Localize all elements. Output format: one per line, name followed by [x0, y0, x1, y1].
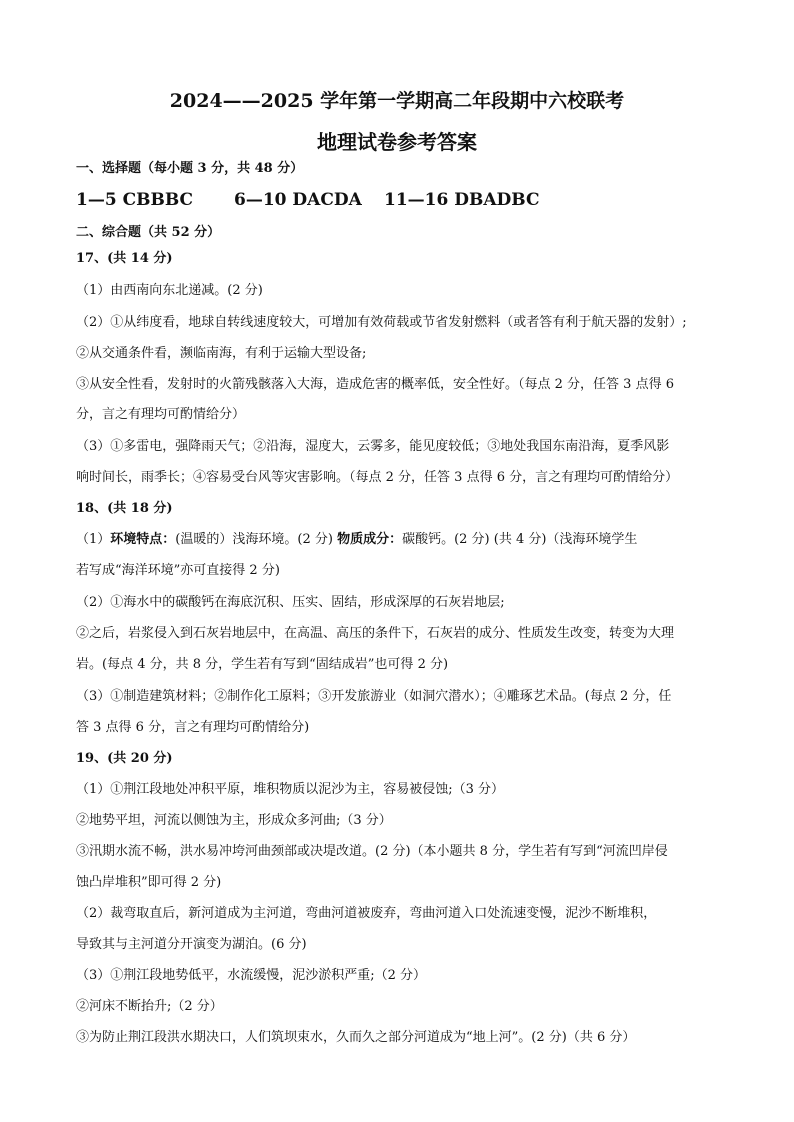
q18-part1-line1 — [76, 531, 726, 548]
section-comprehensive-header: 二、综合题（共 52 分） — [76, 225, 221, 240]
section-choice-header: 一、选择题（每小题 3 分，共 48 分） — [76, 161, 304, 176]
q18-part1-line2: 若写成“海洋环境”亦可直接得 2 分) — [76, 563, 280, 578]
q18-env-label: 环境特点： — [110, 532, 176, 547]
q18-material-label: 物质成分： — [337, 532, 403, 547]
q19-part2-line1: （2）裁弯取直后，新河道成为主河道，弯曲河道被废弃，弯曲河道入口处流速变慢，泥沙不断堆积， — [76, 906, 657, 921]
answers-11-16: 11—16 DBADBC — [384, 190, 540, 210]
q19-part2-line2: 导致其与主河道分开演变为湖泊。(6 分) — [76, 937, 307, 952]
page-title: 2024——2025 学年第一学期高二年段期中六校联考 — [169, 90, 625, 112]
q18-header: 18、(共 18 分) — [76, 501, 173, 516]
q17-part2-line2: ②从交通条件看，濒临南海，有利于运输大型设备; — [76, 346, 367, 361]
q19-part1-line4: 蚀凸岸堆积”即可得 2 分) — [76, 875, 222, 890]
q18-part2-line2: ②之后，岩浆侵入到石灰岩地层中，在高温、高压的条件下，石灰岩的成分、性质发生改变，转变为大理 — [76, 626, 675, 641]
q19-part3-line3: ③为防止荆江段洪水期决口，人们筑坝束水，久而久之部分河道成为“地上河”。(2 分)（共 6 分） — [76, 1030, 636, 1045]
q17-part3-line2: 响时间长，雨季长；④容易受台风等灾害影响。（每点 2 分，任答 3 点得 6 分，言之有理均可酌情给分） — [76, 470, 679, 485]
q18-part1-prefix: （1） — [76, 532, 111, 547]
q18-material-text: 碳酸钙。(2 分) (共 4 分)（浅海环境学生 — [402, 532, 638, 547]
q17-header: 17、(共 14 分) — [76, 251, 173, 266]
q17-part2-line1: （2）①从纬度看，地球自转线速度较大，可增加有效荷载或节省发射燃料（或者答有利于航天器的发射）; — [76, 315, 687, 330]
page-subtitle: 地理试卷参考答案 — [317, 130, 477, 154]
q19-part1-line1: （1）①荆江段地处冲积平原，堆积物质以泥沙为主，容易被侵蚀;（3 分） — [76, 782, 505, 797]
q17-part2-line3: ③从安全性看，发射时的火箭残骸落入大海，造成危害的概率低，安全性好。（每点 2 分，任答 3 点得 6 — [76, 377, 674, 392]
q19-part1-line3: ③汛期水流不畅，洪水易冲垮河曲颈部或决堤改道。(2 分)（本小题共 8 分，学生若有写到“河流凹岸侵 — [76, 844, 668, 859]
q18-part2-line3: 岩。(每点 4 分，共 8 分，学生若有写到“固结成岩”也可得 2 分) — [76, 657, 449, 672]
q18-part2-line1: （2）①海水中的碳酸钙在海底沉积、压实、固结，形成深厚的石灰岩地层; — [76, 595, 505, 610]
answers-1-5: 1—5 CBBBC — [76, 190, 194, 210]
q19-part3-line2: ②河床不断抬升;（2 分） — [76, 999, 223, 1014]
q17-part3-line1: （3）①多雷电，强降雨天气；②沿海，湿度大，云雾多，能见度较低；③地处我国东南沿海，夏季风影 — [76, 439, 670, 454]
answers-6-10: 6—10 DACDA — [234, 190, 362, 210]
q19-header: 19、(共 20 分) — [76, 751, 173, 766]
q18-part3-line2: 答 3 点得 6 分，言之有理均可酌情给分) — [76, 720, 310, 735]
q17-part1: （1）由西南向东北递减。(2 分) — [76, 283, 263, 298]
q18-part3-line1: （3）①制造建筑材料；②制作化工原料；③开发旅游业（如洞穴潜水）；④雕琢艺术品。(每点 2 分，任 — [76, 689, 672, 704]
q17-part2-line4: 分，言之有理均可酌情给分） — [76, 407, 246, 422]
q18-env-text: (温暖的）浅海环境。(2 分) — [175, 532, 338, 547]
q19-part1-line2: ②地势平坦，河流以侧蚀为主，形成众多河曲;（3 分） — [76, 813, 392, 828]
q19-part3-line1: （3）①荆江段地势低平，水流缓慢，泥沙淤积严重;（2 分） — [76, 968, 427, 983]
